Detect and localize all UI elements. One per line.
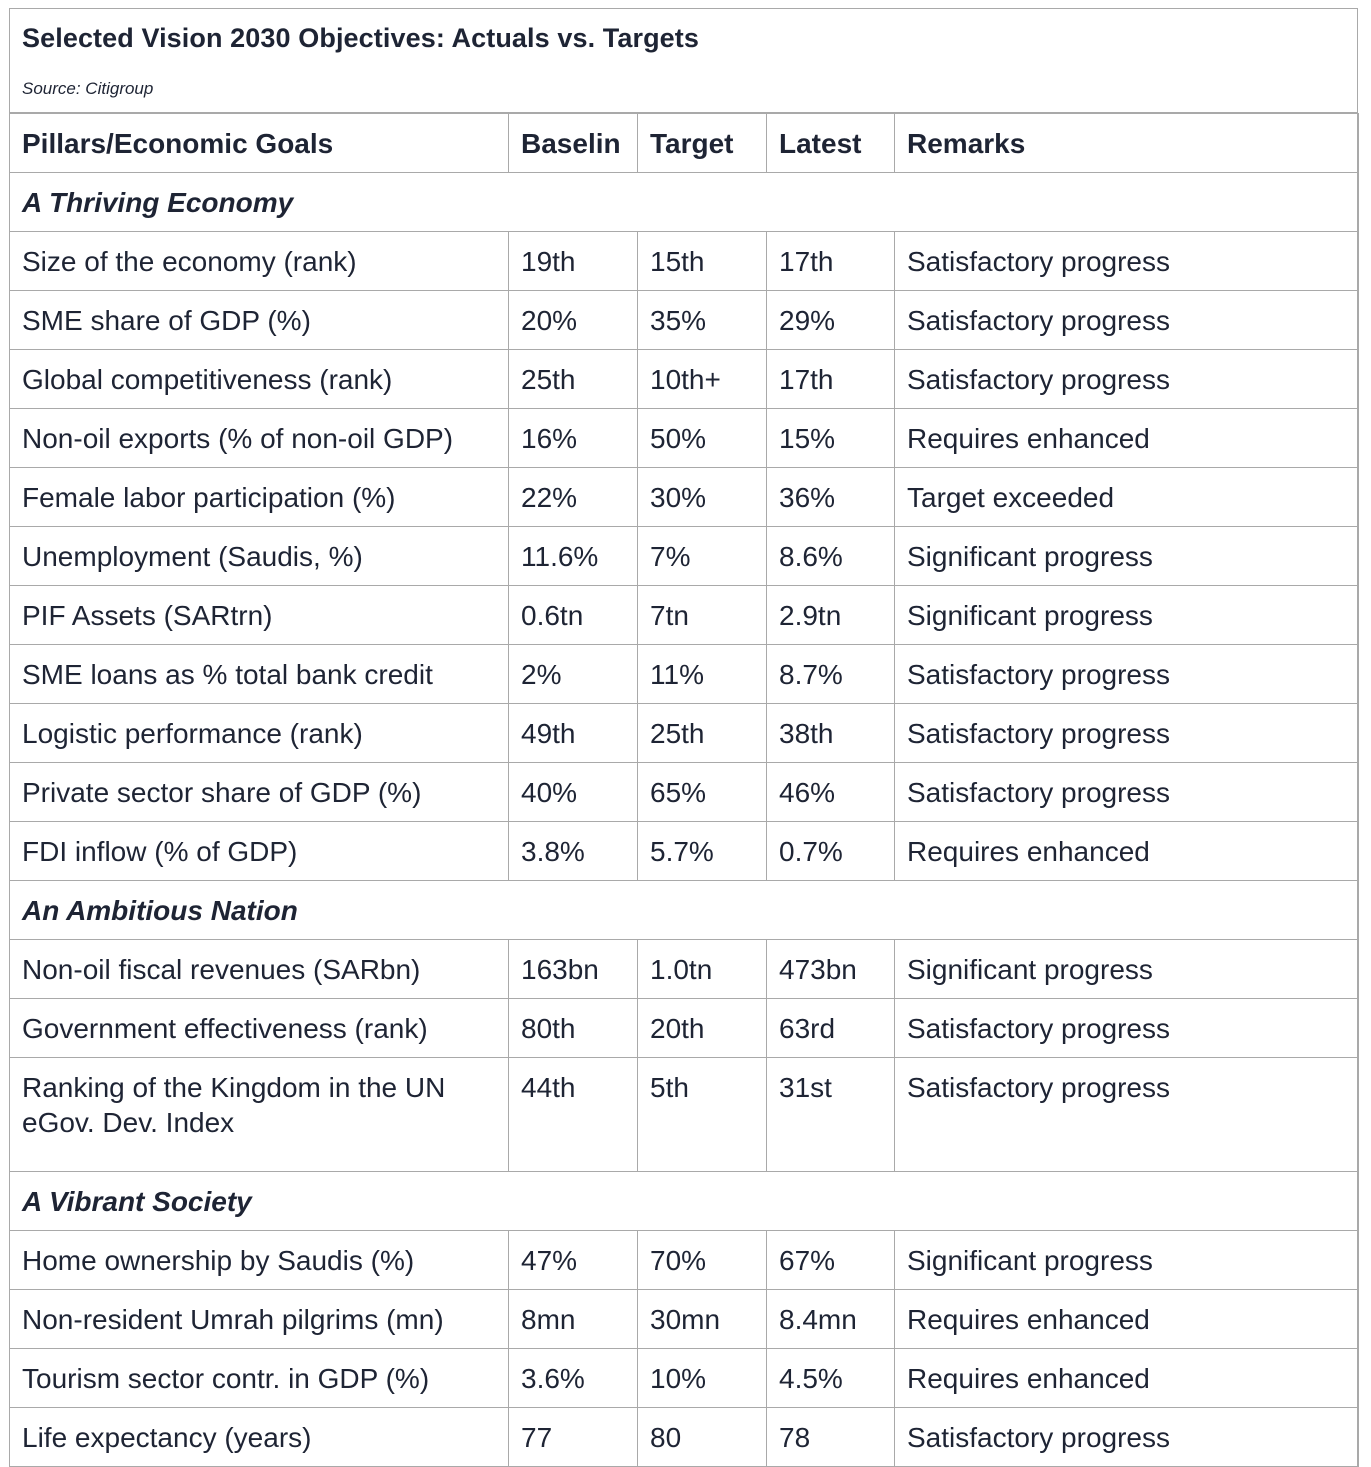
table-header-block [10,9,1357,113]
remarks-cell: Target exceeded [895,468,1359,527]
remarks-cell: Significant progress [895,940,1359,999]
latest-cell: 78 [767,1408,895,1467]
baseline-cell: 44th [509,1058,638,1172]
goal-cell: Tourism sector contr. in GDP (%) [10,1349,509,1408]
goal-cell: Size of the economy (rank) [10,232,509,291]
latest-cell: 46% [767,763,895,822]
objectives-table-panel [9,8,1358,1467]
remarks-cell: Requires enhanced [895,822,1359,881]
col-header-remarks: Remarks [895,114,1359,173]
target-cell: 15th [638,232,767,291]
target-cell: 35% [638,291,767,350]
goal-cell: Non-oil exports (% of non-oil GDP) [10,409,509,468]
goal-cell: Logistic performance (rank) [10,704,509,763]
table-row [10,999,1359,1058]
goal-cell: SME loans as % total bank credit [10,645,509,704]
remarks-cell: Significant progress [895,586,1359,645]
latest-cell: 29% [767,291,895,350]
table-row [10,291,1359,350]
remarks-cell: Requires enhanced [895,1349,1359,1408]
latest-cell: 17th [767,232,895,291]
table-row [10,1408,1359,1467]
target-cell: 5.7% [638,822,767,881]
remarks-cell: Requires enhanced [895,409,1359,468]
table-row [10,409,1359,468]
section-title: A Vibrant Society [10,1172,1359,1231]
target-cell: 5th [638,1058,767,1172]
baseline-cell: 0.6tn [509,586,638,645]
remarks-cell: Significant progress [895,1231,1359,1290]
latest-cell: 38th [767,704,895,763]
baseline-cell: 40% [509,763,638,822]
table-title: Selected Vision 2030 Objectives: Actuals vs. Targets [22,23,700,53]
baseline-cell: 25th [509,350,638,409]
remarks-cell: Satisfactory progress [895,704,1359,763]
table-row [10,468,1359,527]
target-cell: 7tn [638,586,767,645]
section-row-ambitious-nation [10,881,1359,940]
col-header-baseline: Baselin [509,114,638,173]
target-cell: 80 [638,1408,767,1467]
baseline-cell: 80th [509,999,638,1058]
table-row [10,586,1359,645]
latest-cell: 31st [767,1058,895,1172]
latest-cell: 17th [767,350,895,409]
baseline-cell: 3.8% [509,822,638,881]
remarks-cell: Satisfactory progress [895,1058,1359,1172]
col-header-target: Target [638,114,767,173]
goal-cell: Non-resident Umrah pilgrims (mn) [10,1290,509,1349]
goal-cell: Female labor participation (%) [10,468,509,527]
latest-cell: 36% [767,468,895,527]
col-header-goals: Pillars/Economic Goals [10,114,509,173]
section-row-vibrant-society [10,1172,1359,1231]
objectives-table [9,113,1359,1467]
latest-cell: 4.5% [767,1349,895,1408]
target-cell: 50% [638,409,767,468]
baseline-cell: 8mn [509,1290,638,1349]
goal-cell: Government effectiveness (rank) [10,999,509,1058]
baseline-cell: 16% [509,409,638,468]
baseline-cell: 47% [509,1231,638,1290]
target-cell: 30% [638,468,767,527]
target-cell: 11% [638,645,767,704]
target-cell: 10th+ [638,350,767,409]
latest-cell: 8.7% [767,645,895,704]
goal-cell: SME share of GDP (%) [10,291,509,350]
remarks-cell: Satisfactory progress [895,350,1359,409]
latest-cell: 0.7% [767,822,895,881]
section-title: A Thriving Economy [10,173,1359,232]
remarks-cell: Satisfactory progress [895,232,1359,291]
baseline-cell: 3.6% [509,1349,638,1408]
baseline-cell: 2% [509,645,638,704]
latest-cell: 473bn [767,940,895,999]
target-cell: 70% [638,1231,767,1290]
goal-cell: Unemployment (Saudis, %) [10,527,509,586]
remarks-cell: Satisfactory progress [895,999,1359,1058]
target-cell: 7% [638,527,767,586]
latest-cell: 67% [767,1231,895,1290]
latest-cell: 63rd [767,999,895,1058]
remarks-cell: Requires enhanced [895,1290,1359,1349]
table-row [10,1058,1359,1172]
target-cell: 1.0tn [638,940,767,999]
target-cell: 25th [638,704,767,763]
table-row [10,527,1359,586]
baseline-cell: 20% [509,291,638,350]
remarks-cell: Satisfactory progress [895,291,1359,350]
latest-cell: 15% [767,409,895,468]
remarks-cell: Satisfactory progress [895,763,1359,822]
table-row [10,940,1359,999]
target-cell: 10% [638,1349,767,1408]
remarks-cell: Satisfactory progress [895,645,1359,704]
goal-cell: PIF Assets (SARtrn) [10,586,509,645]
goal-cell: Private sector share of GDP (%) [10,763,509,822]
baseline-cell: 11.6% [509,527,638,586]
goal-cell: FDI inflow (% of GDP) [10,822,509,881]
table-row [10,1290,1359,1349]
table-row [10,232,1359,291]
remarks-cell: Satisfactory progress [895,1408,1359,1467]
baseline-cell: 77 [509,1408,638,1467]
latest-cell: 8.4mn [767,1290,895,1349]
target-cell: 65% [638,763,767,822]
goal-cell: Global competitiveness (rank) [10,350,509,409]
remarks-cell: Significant progress [895,527,1359,586]
latest-cell: 8.6% [767,527,895,586]
column-header-row [10,114,1359,173]
goal-cell: Non-oil fiscal revenues (SARbn) [10,940,509,999]
baseline-cell: 19th [509,232,638,291]
table-row [10,645,1359,704]
table-row [10,822,1359,881]
section-title: An Ambitious Nation [10,881,1359,940]
latest-cell: 2.9tn [767,586,895,645]
baseline-cell: 22% [509,468,638,527]
table-row [10,704,1359,763]
table-row [10,1231,1359,1290]
goal-cell: Life expectancy (years) [10,1408,509,1467]
section-row-thriving-economy [10,173,1359,232]
source-note: Source: Citigroup [22,79,154,98]
target-cell: 30mn [638,1290,767,1349]
col-header-latest: Latest [767,114,895,173]
table-row [10,763,1359,822]
table-row [10,350,1359,409]
target-cell: 20th [638,999,767,1058]
baseline-cell: 163bn [509,940,638,999]
baseline-cell: 49th [509,704,638,763]
table-row [10,1349,1359,1408]
goal-cell: Home ownership by Saudis (%) [10,1231,509,1290]
goal-cell: Ranking of the Kingdom in the UN eGov. Dev. Index [10,1058,509,1172]
